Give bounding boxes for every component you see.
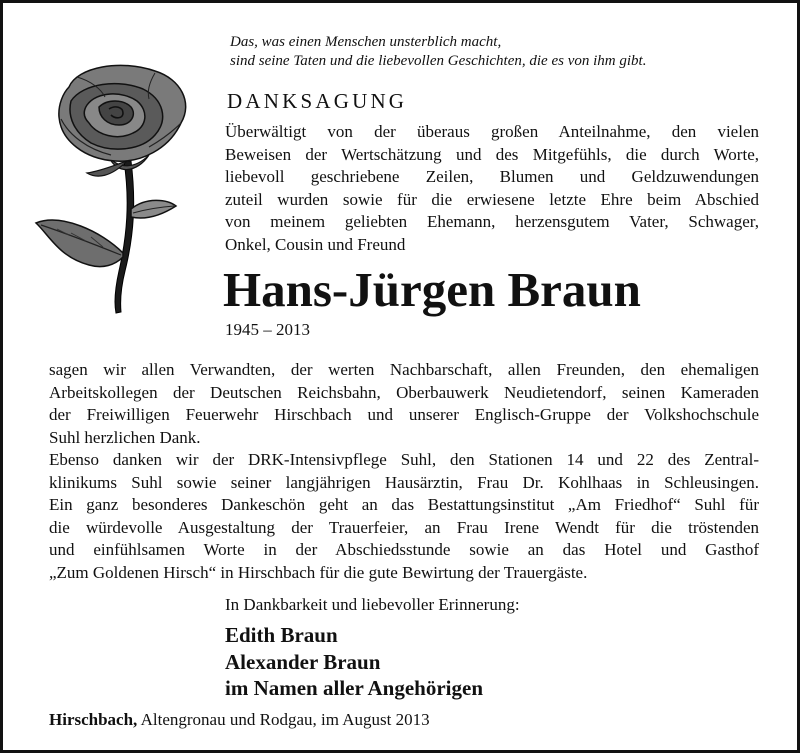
body-line: klinikums Suhl sowie seiner langjährigen Hausärztin, Frau Dr. Kohlhaas in Schleusingen.: [49, 472, 759, 492]
intro-line: liebevoll geschriebene Zeilen, Blumen und Geldzuwendungen: [225, 167, 759, 186]
intro-line: zuteil wurden sowie für die erwiesene letzte Ehre beim Abschied: [225, 189, 759, 209]
signers-block: [225, 622, 483, 702]
body-line: „Zum Goldenen Hirsch“ in Hirschbach für die gute Bewirtung der Trauergäste.: [49, 562, 588, 582]
signer-name: im Namen aller Angehörigen: [225, 676, 484, 700]
body-line: der Freiwilligen Feuerwehr Hirschbach und unserer Englisch-Gruppe der Volkshochschule: [49, 405, 759, 424]
intro-line: Beweisen der Wertschätzung und des Mitgefühls, die durch Worte,: [225, 144, 759, 164]
rose-bloom: [59, 65, 186, 161]
place-rest: Altengronau und Rodgau, im August 2013: [137, 710, 430, 729]
rose-leaf-left: [36, 220, 123, 266]
thanks-paragraph: [49, 359, 759, 584]
motto-line-2: sind seine Taten und die liebevollen Geschichten, die es von ihm gibt.: [230, 53, 647, 69]
life-dates: 1945 – 2013: [225, 320, 310, 339]
signer-name: Edith Braun: [225, 623, 338, 647]
body-line: Suhl herzlichen Dank.: [49, 427, 201, 447]
body-line: und einfühlsamen Worte in der Abschiedsstunde sowie an das Hotel und Gasthof: [49, 540, 759, 559]
intro-line: von meinem geliebten Ehemann, herzensgutem Vater, Schwager,: [225, 212, 759, 231]
body-line: Ebenso danken wir der DRK-Intensivpflege Suhl, den Stationen 14 und 22 des Zentral-: [49, 450, 759, 469]
intro-line: Onkel, Cousin und Freund: [225, 234, 406, 254]
motto-quote: [230, 33, 770, 71]
closing-phrase: In Dankbarkeit und liebevoller Erinnerung:: [225, 595, 520, 614]
deceased-name: Hans-Jürgen Braun: [223, 262, 641, 317]
body-line: die würdevolle Ausgestaltung der Trauerfeier, an Frau Irene Wendt für die tröstenden: [49, 517, 759, 537]
heading-danksagung: DANKSAGUNG: [227, 89, 408, 113]
signer-name: Alexander Braun: [225, 649, 381, 674]
rose-stem: [115, 161, 134, 313]
intro-line: Überwältigt von der überaus großen Anteilnahme, den vielen: [225, 122, 759, 141]
body-line: sagen wir allen Verwandten, der werten Nachbarschaft, allen Freunden, den ehemaligen: [49, 360, 759, 379]
place-town: Hirschbach,: [49, 710, 138, 729]
place-and-date: [49, 710, 430, 730]
body-line: Arbeitskollegen der Deutschen Reichsbahn, Oberbauwerk Neudietendorf, seinen Kameraden: [49, 382, 759, 402]
rose-leaf-right: [131, 200, 176, 218]
rose-icon: [31, 61, 201, 317]
body-line: Ein ganz besonderes Dankeschön geht an das Bestattungsinstitut „Am Friedhof“ Suhl für: [49, 495, 759, 514]
motto-line-1: Das, was einen Menschen unsterblich macht,: [230, 34, 502, 50]
intro-paragraph: [225, 121, 759, 256]
